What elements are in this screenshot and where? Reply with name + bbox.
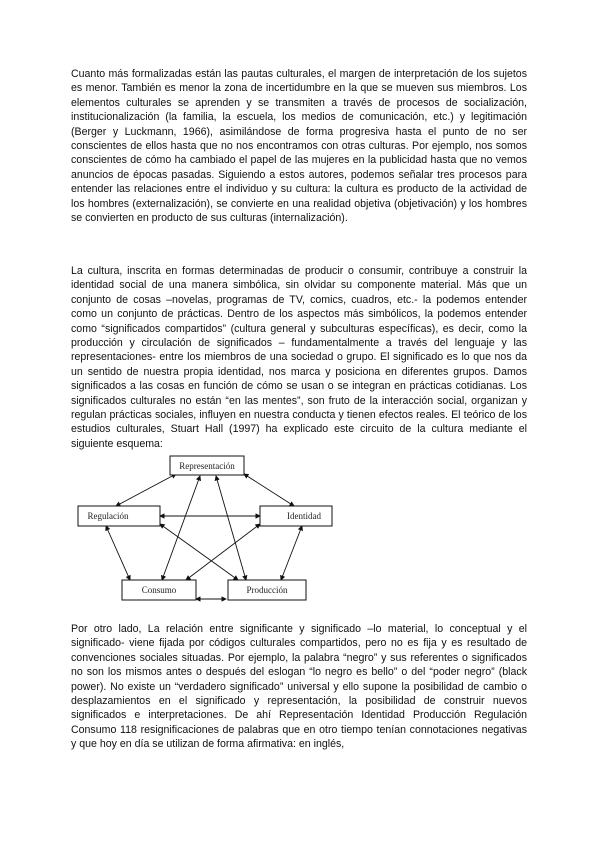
node-produccion xyxy=(228,580,306,600)
node-regulacion-label: Regulación xyxy=(87,511,129,521)
node-representacion xyxy=(170,456,244,475)
arrow-identidad-consumo xyxy=(186,524,260,580)
paragraph-3: Por otro lado, La relación entre significante y significado –lo material, lo conceptual y el significado- viene fijada por códigos culturales compartidos, pero no es fija y es resultado de convenciones sociales situadas. Por ejemplo, la palabra “negro” y sus referentes o significados no son los mismos antes o después del eslogan “lo negro es bello” o del “poder negro” (black power). No existe un “verdadero significado” universal y ello supone la posibilidad de cambio o desplazamientos en el significado y representación, la posibilidad de construir nuevos significados e interpretaciones. De ahí Representación Identidad Producción Regulación Consumo 118 resignificaciones de palabras que en otro tiempo tenían connotaciones negativas y que hoy en día se utilizan de forma afirmativa: en inglés, xyxy=(71,623,527,751)
node-identidad-label: Identidad xyxy=(287,511,321,521)
node-regulacion xyxy=(78,506,160,526)
arrow-representacion-consumo xyxy=(162,476,200,580)
arrow-representacion-regulacion xyxy=(116,474,176,506)
cultural-circuit-diagram xyxy=(76,450,334,608)
arrow-representacion-identidad xyxy=(244,474,294,506)
arrow-regulacion-produccion xyxy=(160,524,238,580)
arrow-representacion-produccion xyxy=(216,476,246,580)
node-produccion-label: Producción xyxy=(246,585,288,595)
node-consumo-label: Consumo xyxy=(141,585,177,595)
node-consumo xyxy=(122,580,196,600)
paragraph-2: La cultura, inscrita en formas determinadas de producir o consumir, contribuye a construir la identidad social de una manera simbólica, sin olvidar su componente material. Más que un conjunto de cosas –novelas, programas de TV, comics, cuadros, etc.- la podemos entender como un conjunto de prácticas. Dentro de los aspectos más simbólicos, la podemos entender como “significados compartidos” (cultura general y subculturas específicas), es decir, como la producción y circulación de significados – fundamentalmente a través del lenguaje y las representaciones- entre los miembros de una sociedad o grupo. El significado es lo que nos da un sentido de nuestra propia identidad, nos marca y posiciona en diferentes grupos. Damos significados a las cosas en función de cómo se usan o se integran en prácticas cotidianas. Los significados culturales no están “en las mentes”, son fruto de la interacción social, organizan y regulan prácticas sociales, influyen en nuestra conducta y tienen efectos reales. El teórico de los estudios culturales, Stuart Hall (1997) ha explicado este circuito de la cultura mediante el siguiente esquema: xyxy=(71,265,527,450)
arrow-regulacion-consumo xyxy=(106,526,130,580)
node-representacion-label: Representación xyxy=(179,461,235,471)
arrow-identidad-produccion xyxy=(281,526,302,580)
paragraph-1: Cuanto más formalizadas están las pautas culturales, el margen de interpretación de los sujetos es menor. También es menor la zona de incertidumbre en la que se mueven sus miembros. Los elementos culturales se aprenden y se transmiten a través de procesos de socialización, institucionalización (la familia, la escuela, los medios de comunicación, etc.) y legitimación (Berger y Luckmann, 1966), asimilándose de forma progresiva hasta el punto de no ser conscientes de ellos hasta que no nos encontramos con otras culturas. Por ejemplo, nos somos conscientes de cómo ha cambiado el papel de las mujeres en la publicidad hasta que no vemos anuncios de épocas pasadas. Siguiendo a estos autores, podemos señalar tres procesos para entender las relaciones entre el individuo y su cultura: la cultura es producto de la actividad de los hombres (externalización), se convierte en una realidad objetiva (objetivación) y los hombres se convierten en producto de sus culturas (internalización). xyxy=(71,68,527,225)
node-identidad xyxy=(260,506,332,526)
